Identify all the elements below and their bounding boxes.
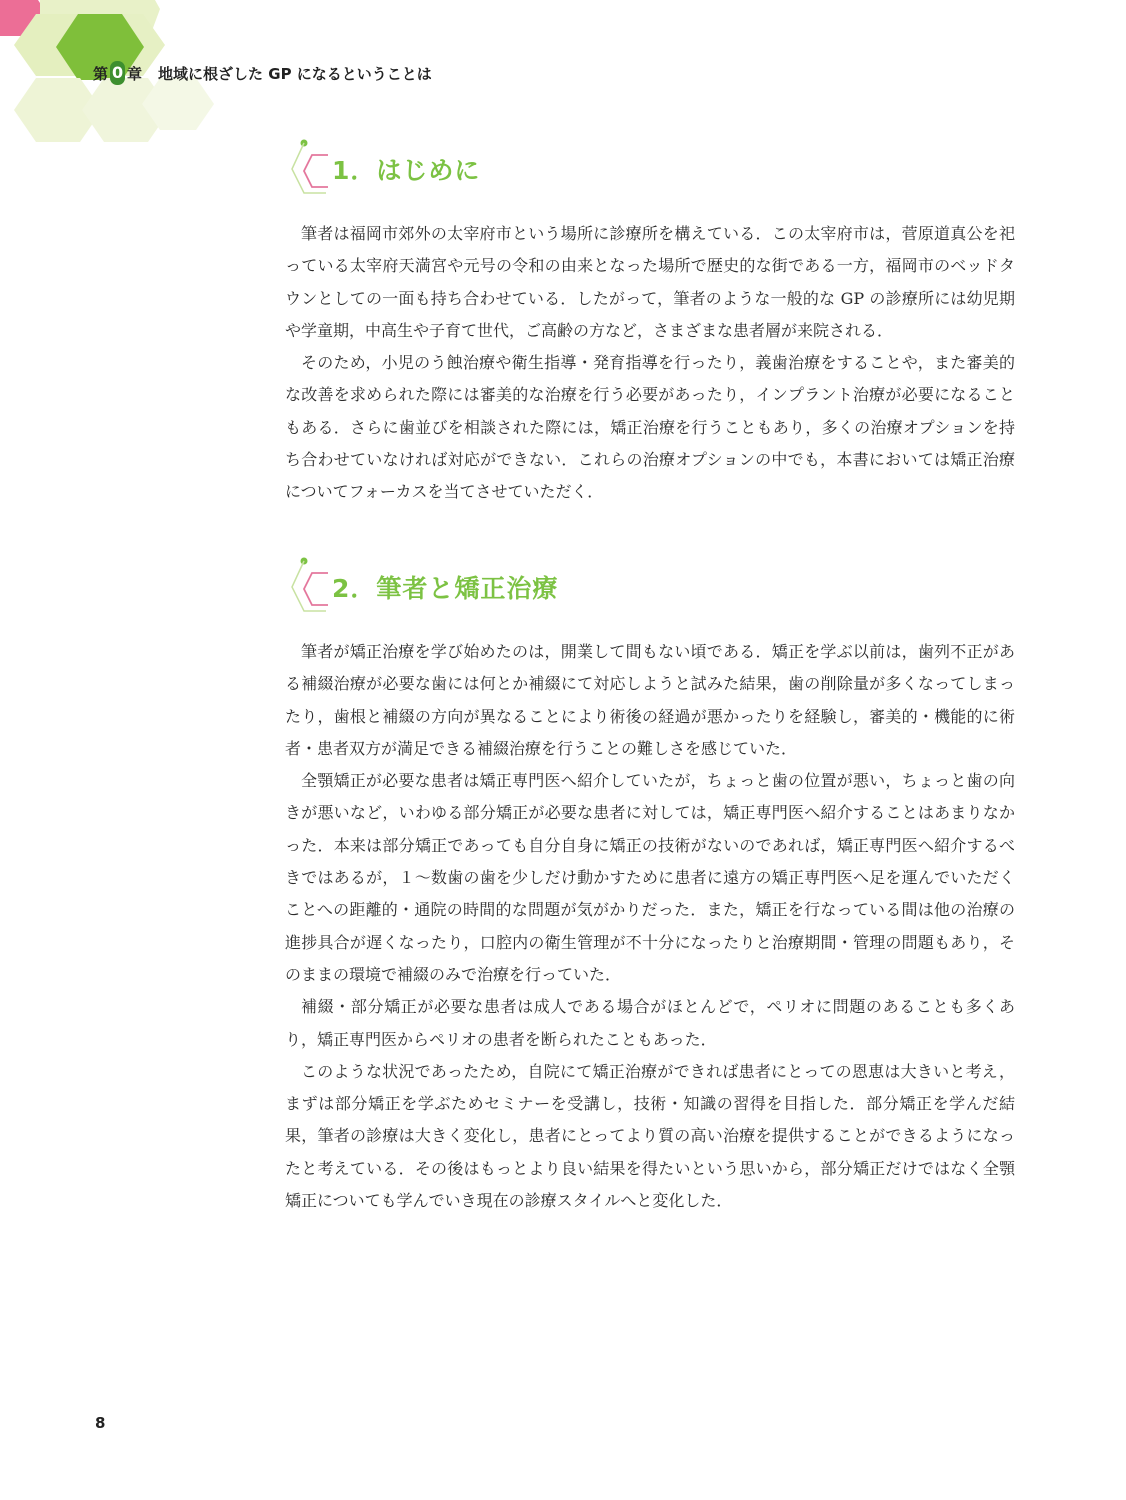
chapter-number-badge: 0 <box>110 61 125 85</box>
section-heading-2 <box>282 553 682 623</box>
paragraph: 筆者が矯正治療を学び始めたのは，開業して間もない頃である．矯正を学ぶ以前は，歯列不正がある補綴治療が必要な歯には何とか補綴にて対応しようと試みた結果，歯の削除量が多くなってしまったり，歯根と補綴の方向が異なることにより術後の経過が悪かったりを経験し，審美的・機能的に術者・患者双方が満足できる補綴治療を行うことの難しさを感じていた． <box>285 642 1015 758</box>
page-number: 8 <box>95 1414 106 1432</box>
paragraph: 筆者は福岡市郊外の太宰府市という場所に診療所を構えている．この太宰府市は，菅原道真公を祀っている太宰府天満宮や元号の令和の由来となった場所で歴史的な街である一方，福岡市のベッドタウンとしての一面も持ち合わせている．したがって，筆者のような一般的な GP の診療所には幼児期や学童期，中高生や子育て世代，ご高齢の方など，さまざまな患者層が来院される． <box>285 224 1015 340</box>
chapter-title: 地域に根ざした GP になるということは <box>158 64 432 83</box>
section-title: 2．筆者と矯正治療 <box>332 574 559 603</box>
paragraph: 補綴・部分矯正が必要な患者は成人である場合がほとんどで，ペリオに問題のあることも多くあり，矯正専門医からペリオの患者を断られたこともあった． <box>285 997 1015 1049</box>
chapter-prefix: 第 <box>93 64 109 83</box>
section-heading-1 <box>282 135 682 205</box>
chapter-header <box>93 58 432 88</box>
section-body-1 <box>285 218 1015 509</box>
paragraph: そのため，小児のう蝕治療や衛生指導・発育指導を行ったり，義歯治療をすることや，また審美的な改善を求められた際には審美的な治療を行う必要があったり，インプラント治療が必要になることもある．さらに歯並びを相談された際には，矯正治療を行うこともあり，多くの治療オプションを持ち合わせていなければ対応ができない．これらの治療オプションの中でも，本書においては矯正治療についてフォーカスを当てさせていただく． <box>285 353 1015 502</box>
section-title: 1．はじめに <box>332 156 481 185</box>
section-body-2 <box>285 636 1015 1217</box>
chapter-suffix: 章 <box>127 64 143 83</box>
paragraph: 全顎矯正が必要な患者は矯正専門医へ紹介していたが，ちょっと歯の位置が悪い，ちょっと歯の向きが悪いなど，いわゆる部分矯正が必要な患者に対しては，矯正専門医へ紹介することはあまりなかった．本来は部分矯正であっても自分自身に矯正の技術がないのであれば，矯正専門医へ紹介するべきではあるが，１〜数歯の歯を少しだけ動かすために患者に遠方の矯正専門医へ足を運んでいただくことへの距離的・通院の時間的な問題が気がかりだった．また，矯正を行なっている間は他の治療の進捗具合が遅くなったり，口腔内の衛生管理が不十分になったりと治療期間・管理の問題もあり，そのままの環境で補綴のみで治療を行っていた． <box>285 771 1015 984</box>
paragraph: このような状況であったため，自院にて矯正治療ができれば患者にとっての恩恵は大きいと考え，まずは部分矯正を学ぶためセミナーを受講し，技術・知識の習得を目指した．部分矯正を学んだ結果，筆者の診療は大きく変化し，患者にとってより質の高い治療を提供することができるようになったと考えている．その後はもっとより良い結果を得たいという思いから，部分矯正だけではなく全顎矯正についても学んでいき現在の診療スタイルへと変化した． <box>285 1061 1015 1211</box>
